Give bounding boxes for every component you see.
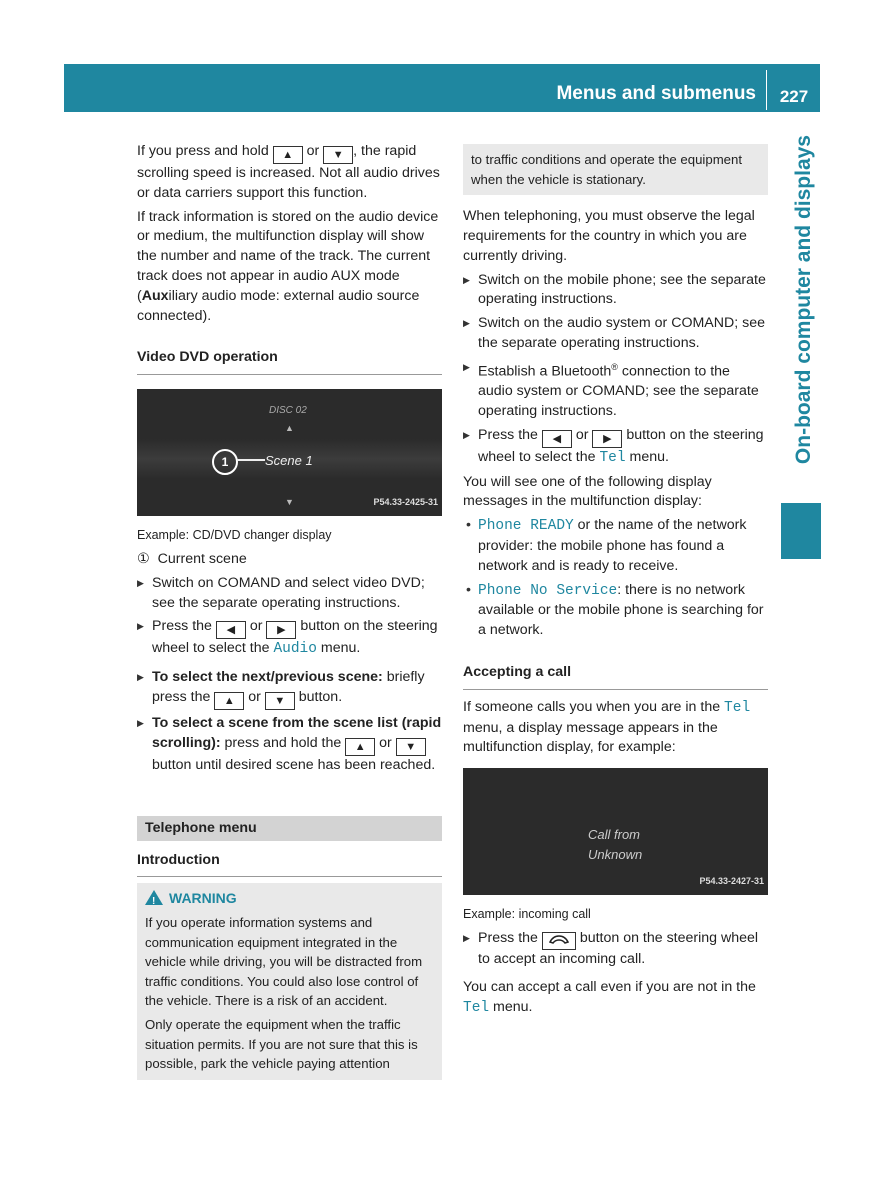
legend-current-scene: ① Current scene xyxy=(137,550,247,567)
step-next-previous-scene: ▶ To select the next/previous scene: briefly press the ▲ or ▼ button. xyxy=(137,668,442,710)
chapter-side-tab xyxy=(771,135,821,500)
right-key-icon: ▶ xyxy=(266,621,296,639)
bullet-phone-no-service: • Phone No Service: there is no network available or the mobile phone is searching for a network. xyxy=(463,581,768,641)
up-key-icon: ▲ xyxy=(273,146,303,164)
up-key-icon: ▲ xyxy=(214,692,244,710)
call-from-label: Call from xyxy=(588,827,641,843)
callout-number: 1 xyxy=(212,449,238,475)
caller-name: Unknown xyxy=(588,847,643,863)
left-key-icon: ◀ xyxy=(542,430,572,448)
warning-text-2: Only operate the equipment when the traffic situation permits. If you are not sure that this is possible, park the vehicle paying attention xyxy=(145,1016,418,1072)
left-key-icon: ◀ xyxy=(216,621,246,639)
step-bluetooth: ▶ Establish a Bluetooth® connection to the audio system or COMAND; see the separate operating instructions. xyxy=(463,358,768,422)
step-switch-on-comand: ▶ Switch on COMAND and select video DVD; see the separate operating instructions. xyxy=(137,574,442,614)
up-key-icon: ▲ xyxy=(345,738,375,756)
bullet-phone-ready: • Phone READY or the name of the network provider: the mobile phone has found a network and is ready to receive. xyxy=(463,516,768,576)
chapter-marker-block xyxy=(781,503,821,559)
heading-accepting-call: Accepting a call xyxy=(463,663,768,690)
paragraph-accept-anywhere: You can accept a call even if you are not in the Tel menu. xyxy=(463,978,756,1016)
callout-line xyxy=(237,459,265,461)
header-divider xyxy=(766,70,767,110)
warning-triangle-icon xyxy=(145,890,163,905)
paragraph-track-info: If track information is stored on the audio device or medium, the multifunction display will show the number and name of the track. The current track does not appear in audio AUX mode (Auxiliary audio mode: external audio source connected). xyxy=(137,208,439,324)
arrow-down-icon: ▼ xyxy=(285,497,294,508)
caption-dvd-display: Example: CD/DVD changer display xyxy=(137,528,332,543)
warning-box-continued xyxy=(463,144,768,195)
step-switch-on-audio: ▶ Switch on the audio system or COMAND; see the separate operating instructions. xyxy=(463,314,768,354)
warning-title: !WARNING xyxy=(145,889,434,909)
page-title: Menus and submenus xyxy=(556,83,756,104)
paragraph-rapid-scroll: If you press and hold ▲ or ▼ , the rapid scrolling speed is increased. Not all audio drives or data carriers support this function. xyxy=(137,143,440,201)
page-number: 227 xyxy=(779,87,809,106)
caption-incoming-call: Example: incoming call xyxy=(463,907,591,922)
paragraph-legal: When telephoning, you must observe the legal requirements for the country in which you are currently driving. xyxy=(463,208,755,264)
down-key-icon: ▼ xyxy=(323,146,353,164)
warning-box xyxy=(137,883,442,1079)
heading-video-dvd: Video DVD operation xyxy=(137,348,442,375)
down-key-icon: ▼ xyxy=(396,738,426,756)
step-scene-list: ▶ To select a scene from the scene list (rapid scrolling): press and hold the ▲ or ▼ button until desired scene has been reached. xyxy=(137,714,442,776)
warning-text-1: If you operate information systems and communication equipment integrated in the vehicle while driving, you will be distracted from traffic conditions. You could also lose control of the vehicle. There is a risk of an accident. xyxy=(145,914,423,1009)
step-accept-call: ▶ Press the button on the steering wheel to accept an incoming call. xyxy=(463,929,768,970)
image-code: P54.33-2425-31 xyxy=(373,497,438,508)
step-select-tel: ▶ Press the ◀ or ▶ button on the steering wheel to select the Tel menu. xyxy=(463,426,768,469)
warning-text-continued: to traffic conditions and operate the equipment when the vehicle is stationary. xyxy=(471,152,743,187)
paragraph-incoming-call: If someone calls you when you are in the Tel menu, a display message appears in the multifunction display, for example: xyxy=(463,698,751,756)
phone-pickup-icon xyxy=(542,932,576,950)
incoming-call-display-image xyxy=(463,768,768,895)
disc-label: DISC 02 xyxy=(269,405,307,417)
arrow-up-icon: ▲ xyxy=(285,423,294,434)
image-code: P54.33-2427-31 xyxy=(699,876,764,887)
down-key-icon: ▼ xyxy=(265,692,295,710)
left-column xyxy=(137,142,442,1080)
dvd-changer-display-image xyxy=(137,389,442,516)
chapter-side-tab-label: On-board computer and displays xyxy=(792,135,815,465)
paragraph-display-messages: You will see one of the following display messages in the multifunction display: xyxy=(463,473,712,510)
step-select-audio: ▶ Press the ◀ or ▶ button on the steering wheel to select the Audio menu. xyxy=(137,617,442,660)
right-column xyxy=(463,142,768,1022)
scene-label: Scene 1 xyxy=(265,453,313,469)
heading-introduction: Introduction xyxy=(137,851,442,878)
section-bar-telephone-menu: Telephone menu xyxy=(137,816,442,841)
step-switch-on-phone: ▶ Switch on the mobile phone; see the separate operating instructions. xyxy=(463,271,768,311)
right-key-icon: ▶ xyxy=(592,430,622,448)
